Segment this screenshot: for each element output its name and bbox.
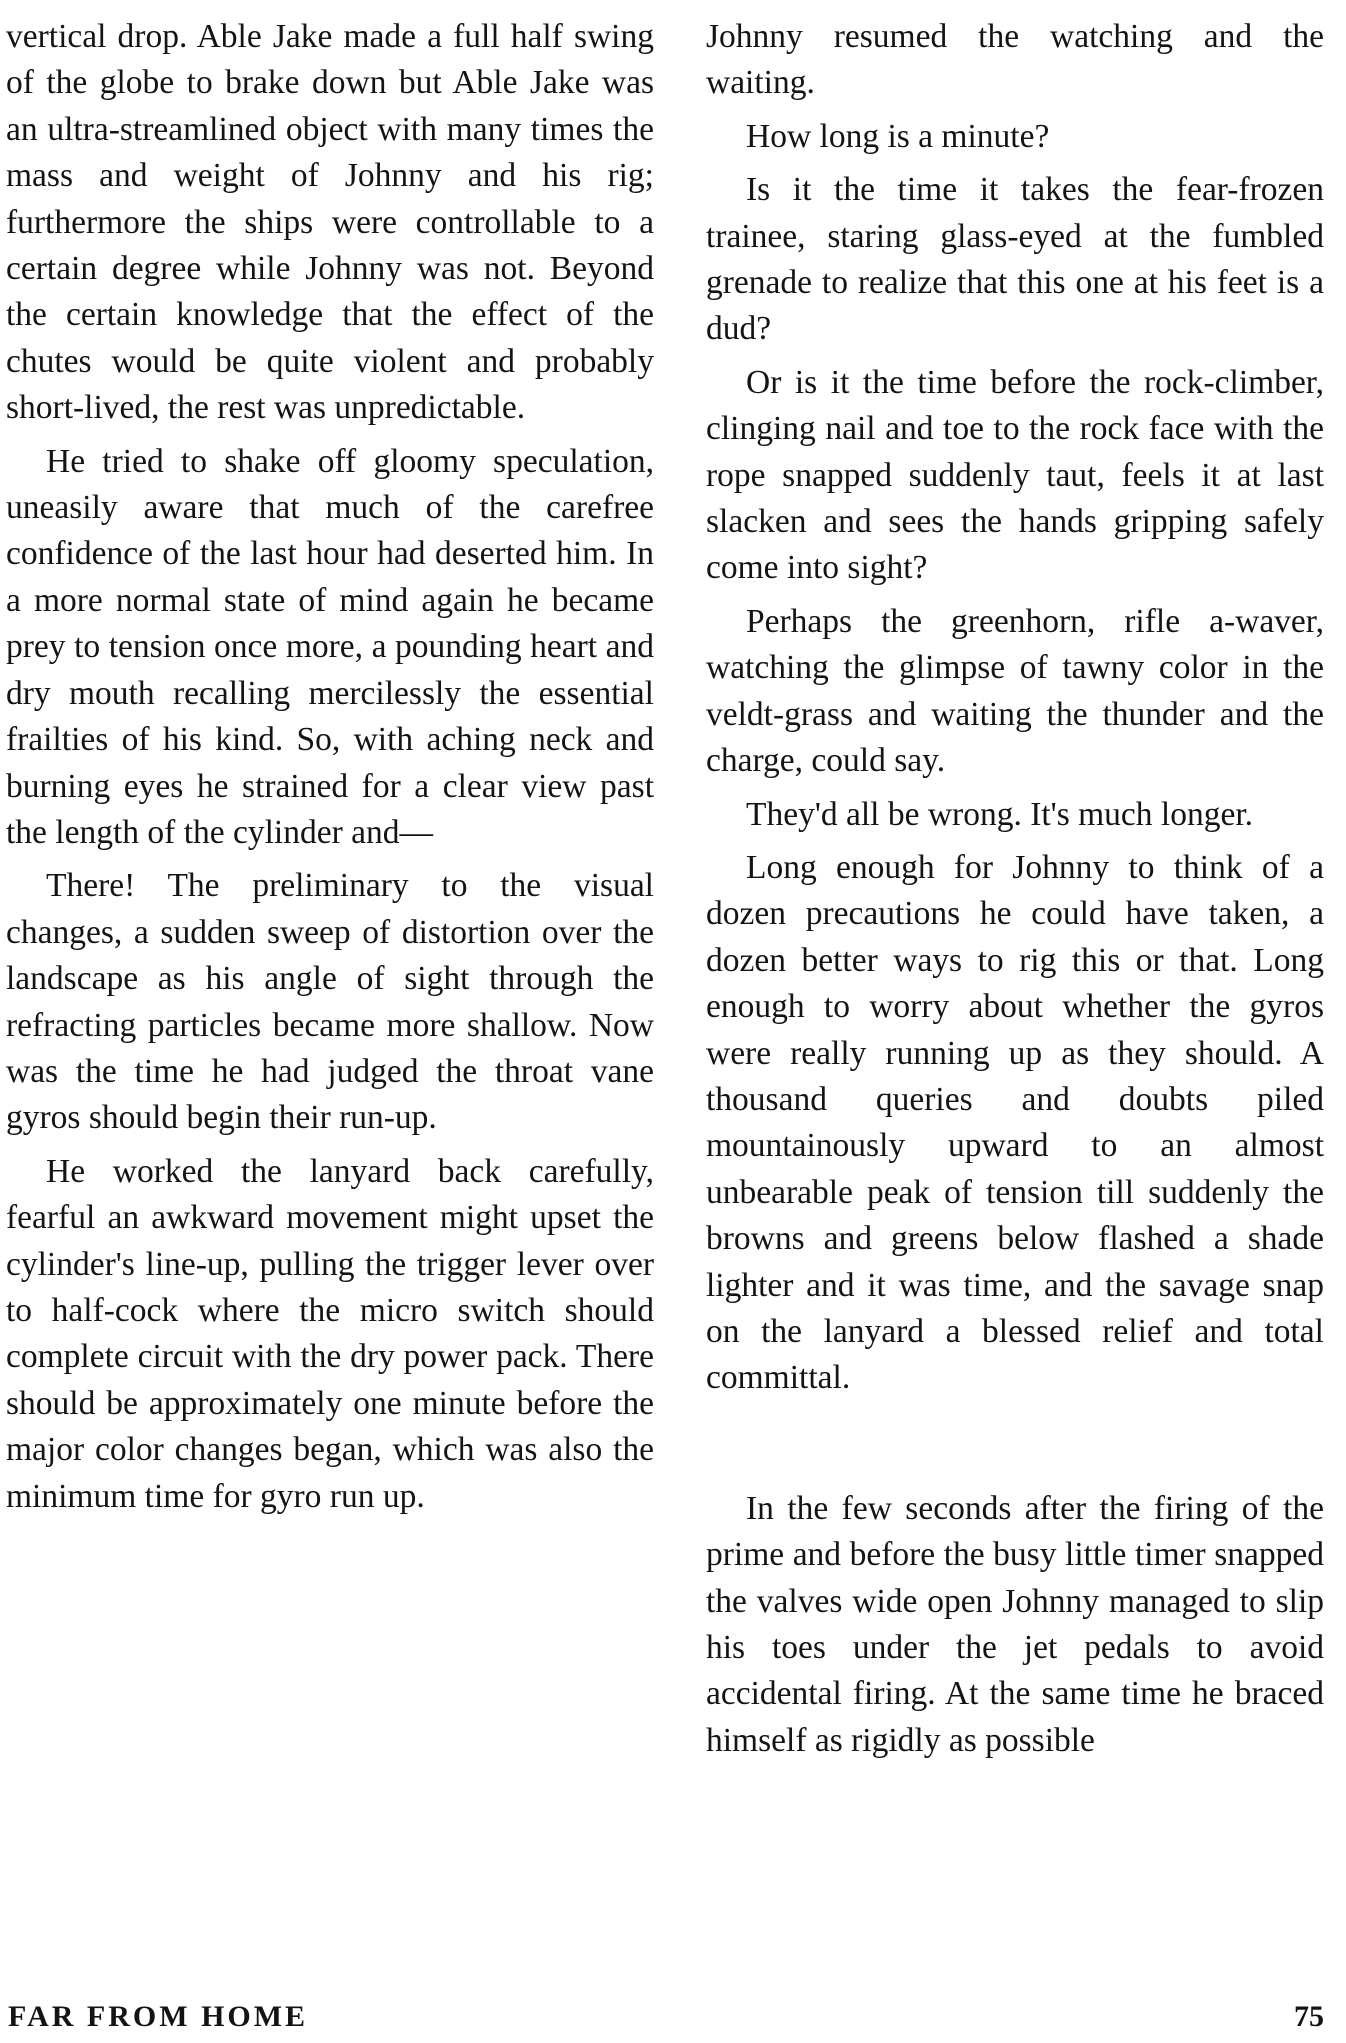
- paragraph: They'd all be wrong. It's much longer.: [746, 795, 1254, 833]
- left-text-column: [6, 14, 654, 1520]
- paragraph: He worked the lanyard back carefully, fearful an awkward movement might upset the cylinder's line-up, pulling the trigger lever over to half-cock where the micro switch should complete circuit with the dry power pack. There should be approximately one minute before the major color changes began, which was also the minimum time for gyro run up.: [6, 1152, 654, 1515]
- paragraph: Is it the time it takes the fear-frozen trainee, staring glass-eyed at the fumbled grenade to realize that this one at his feet is a dud?: [706, 171, 1324, 348]
- paragraph: Perhaps the greenhorn, rifle a-waver, watching the glimpse of tawny color in the veldt-grass and waiting the thunder and the charge, could say.: [706, 602, 1324, 780]
- paragraph: In the few seconds after the firing of the prime and before the busy little timer snapped the valves wide open Johnny managed to slip his toes under the jet pedals to avoid accidental firing. At the same time he braced himself as rigidly as possible: [706, 1489, 1324, 1759]
- paragraph: He tried to shake off gloomy speculation, uneasily aware that much of the carefree confidence of the last hour had deserted him. In a more normal state of mind again he became prey to tension once more, a pounding heart and dry mouth recalling mercilessly the essential frailties of his kind. So, with aching neck and burning eyes he strained for a clear view past the length of the cylinder and—: [6, 442, 654, 851]
- paragraph: Long enough for Johnny to think of a dozen precautions he could have taken, a dozen better ways to rig this or that. Long enough to worry about whether the gyros were really running up as they should. A thousand queries and doubts piled mountainously upward to an almost unbearable peak of tension till suddenly the browns and greens below flashed a shade lighter and it was time, and the savage snap on the lanyard a blessed relief and total committal.: [706, 848, 1324, 1397]
- running-footer-title: FAR FROM HOME: [8, 2000, 309, 2033]
- paragraph: Or is it the time before the rock-climber, clinging nail and toe to the rock face with the rope snapped suddenly taut, feels it at last slacken and sees the hands gripping safely come into sight?: [706, 363, 1324, 587]
- right-text-column: [706, 14, 1324, 1764]
- page-number: 75: [1294, 2000, 1324, 2033]
- paragraph: vertical drop. Able Jake made a full half swing of the globe to brake down but Able Jake was an ultra-streamlined object with many times the mass and weight of Johnny and his rig; furthermore the ships were controllable to a certain degree while Johnny was not. Beyond the certain knowledge that the effect of the chutes would be quite violent and probably short-lived, the rest was unpredictable.: [6, 18, 654, 427]
- paragraph: How long is a minute?: [746, 117, 1050, 155]
- paragraph: Johnny resumed the watching and the waiting.: [706, 18, 1324, 102]
- paragraph: There! The preliminary to the visual changes, a sudden sweep of distortion over the landscape as his angle of sight through the refracting particles became more shallow. Now was the time he had judged the throat vane gyros should begin their run-up.: [6, 867, 654, 1137]
